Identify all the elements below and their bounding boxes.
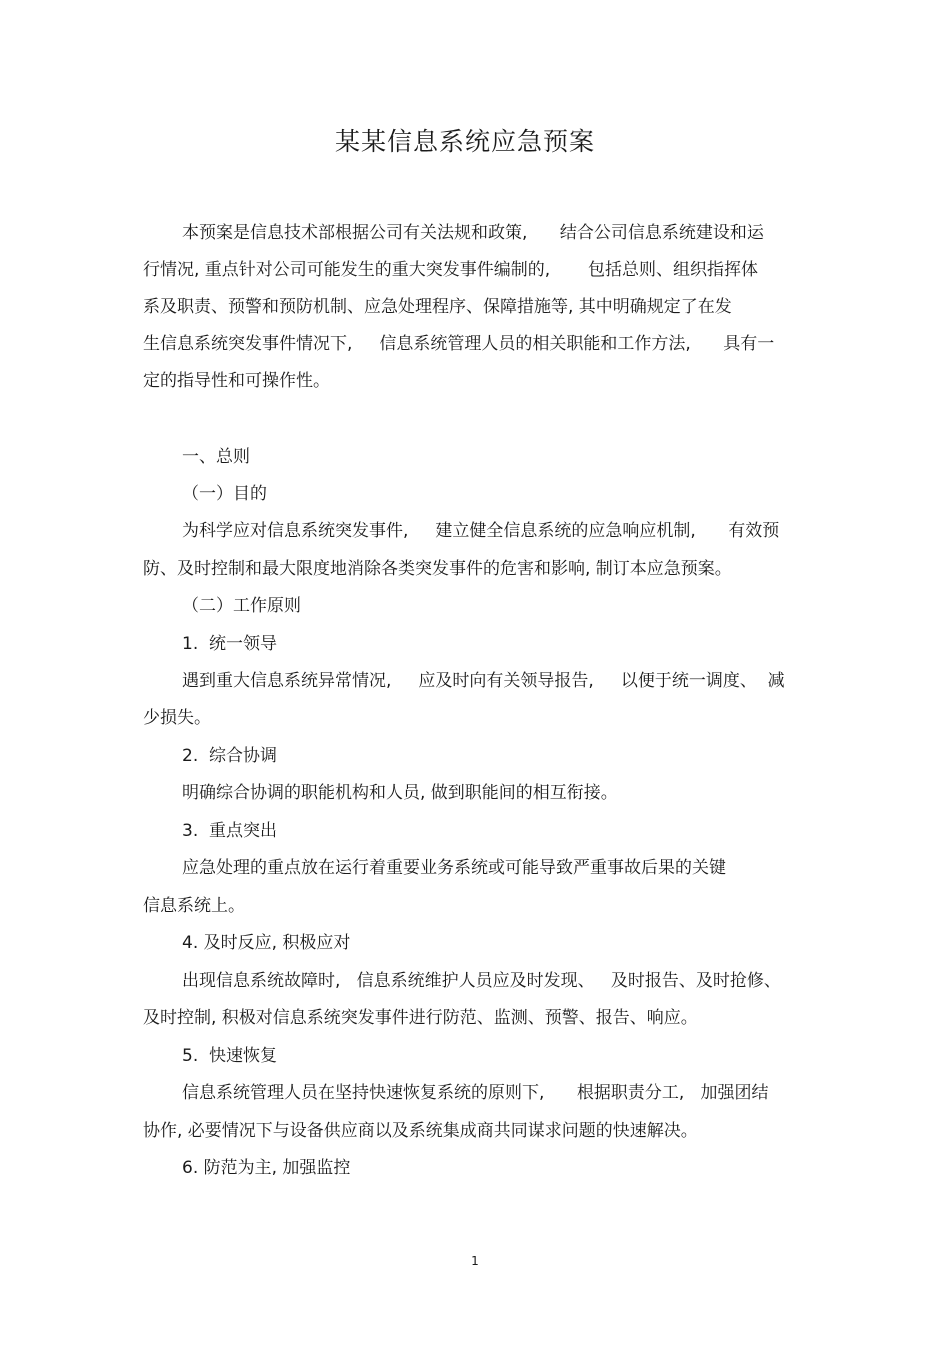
principle-heading-1: 1. 统一领导: [182, 634, 278, 654]
purpose-line-1: 为科学应对信息系统突发事件, 建立健全信息系统的应急响应机制, 有效预: [182, 521, 780, 541]
intro-line-2: 行情况, 重点针对公司可能发生的重大突发事件编制的, 包括总则、组织指挥体: [143, 260, 759, 280]
page-number: 1: [471, 1254, 479, 1268]
principle-3-line-1: 应急处理的重点放在运行着重要业务系统或可能导致严重事故后果的关键: [182, 858, 726, 878]
intro-line-5: 定的指导性和可操作性。: [143, 371, 330, 391]
principle-2-line-1: 明确综合协调的职能机构和人员, 做到职能间的相互衔接。: [182, 783, 618, 803]
principle-4-line-1: 出现信息系统故障时, 信息系统维护人员应及时发现、 及时报告、及时抢修、: [182, 971, 781, 991]
purpose-line-2: 防、及时控制和最大限度地消除各类突发事件的危害和影响, 制订本应急预案。: [143, 559, 732, 579]
principle-3-line-2: 信息系统上。: [143, 896, 245, 916]
principle-heading-3: 3. 重点突出: [182, 821, 278, 841]
section-heading-general: 一、总则: [182, 447, 250, 467]
principle-heading-2: 2. 综合协调: [182, 746, 278, 766]
intro-line-4: 生信息系统突发事件情况下, 信息系统管理人员的相关职能和工作方法, 具有一: [143, 334, 775, 354]
principle-4-line-2: 及时控制, 积极对信息系统突发事件进行防范、监测、预警、报告、响应。: [143, 1008, 698, 1028]
principle-1-line-2: 少损失。: [143, 708, 211, 728]
principle-heading-6: 6. 防范为主, 加强监控: [182, 1158, 351, 1178]
principle-heading-5: 5. 快速恢复: [182, 1046, 278, 1066]
subsection-heading-principles: （二）工作原则: [182, 596, 301, 616]
principle-5-line-2: 协作, 必要情况下与设备供应商以及系统集成商共同谋求问题的快速解决。: [143, 1121, 698, 1141]
subsection-heading-purpose: （一）目的: [182, 484, 267, 504]
intro-line-1: 本预案是信息技术部根据公司有关法规和政策, 结合公司信息系统建设和运: [182, 223, 764, 243]
intro-line-3: 系及职责、预警和预防机制、应急处理程序、保障措施等, 其中明确规定了在发: [143, 297, 732, 317]
document-title: 某某信息系统应急预案: [334, 127, 595, 156]
principle-heading-4: 4. 及时反应, 积极应对: [182, 933, 351, 953]
principle-1-line-1: 遇到重大信息系统异常情况, 应及时向有关领导报告, 以便于统一调度、 减: [182, 671, 785, 691]
principle-5-line-1: 信息系统管理人员在坚持快速恢复系统的原则下, 根据职责分工, 加强团结: [182, 1083, 769, 1103]
